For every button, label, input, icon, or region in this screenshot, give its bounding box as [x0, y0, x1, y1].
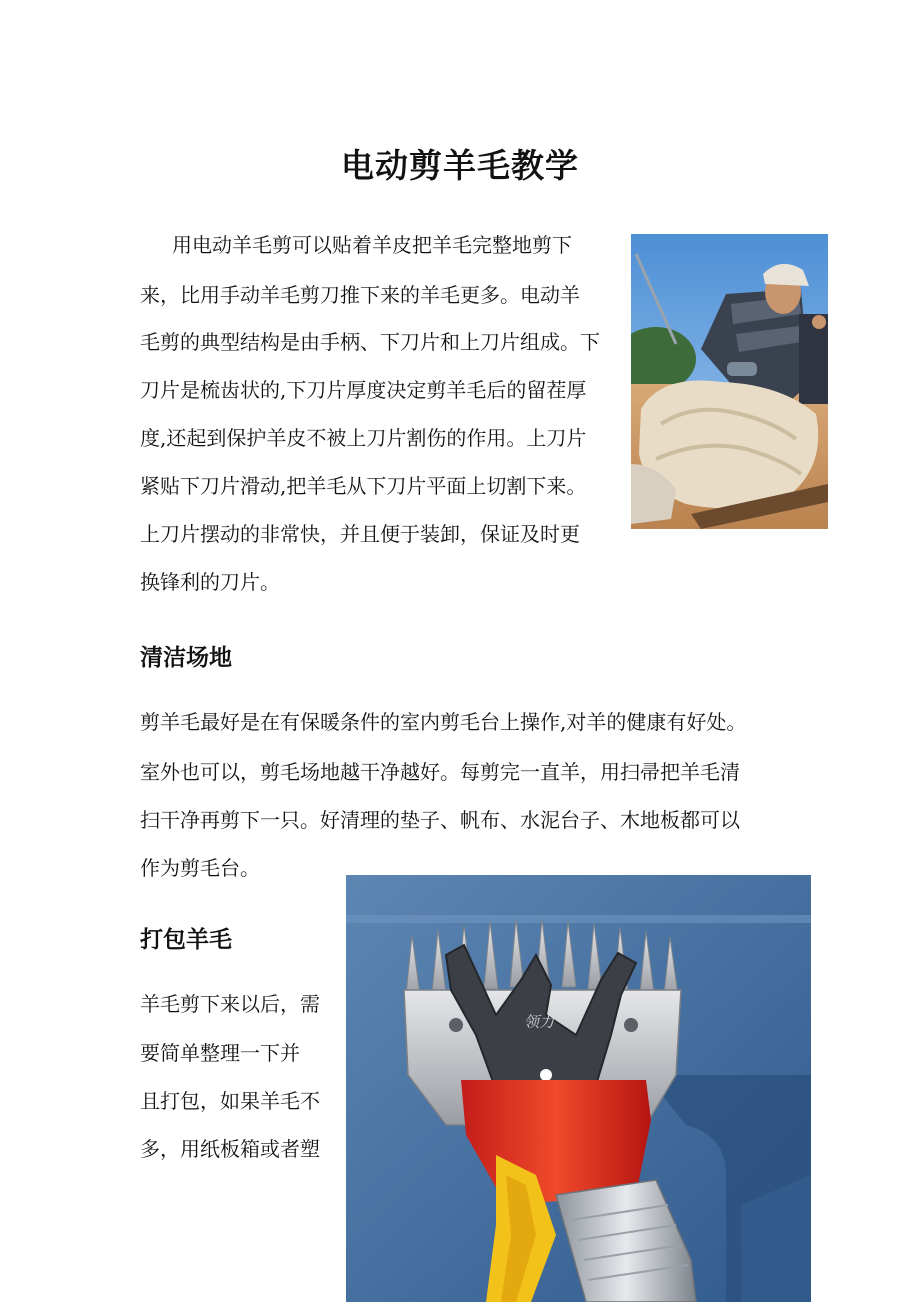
intro-line: 上刀片摆动的非常快，并且便于装卸，保证及时更	[140, 522, 580, 546]
intro-line: 紧贴下刀片滑动,把羊毛从下刀片平面上切割下来。	[140, 474, 587, 498]
section-heading: 清洁场地	[140, 645, 232, 671]
page-title: 电动剪羊毛教学	[341, 146, 579, 185]
section-line: 作为剪毛台。	[140, 856, 260, 880]
section-line: 扫干净再剪下一只。好清理的垫子、帆布、水泥台子、木地板都可以	[140, 808, 740, 832]
section-heading: 打包羊毛	[140, 927, 232, 953]
section-line: 室外也可以，剪毛场地越干净越好。每剪完一直羊，用扫帚把羊毛清	[140, 760, 740, 784]
section-line: 多，用纸板箱或者塑	[140, 1137, 320, 1161]
section-line: 羊毛剪下来以后，需	[140, 992, 320, 1016]
intro-line: 用电动羊毛剪可以贴着羊皮把羊毛完整地剪下	[172, 233, 572, 257]
intro-line: 毛剪的典型结构是由手柄、下刀片和上刀片组成。下	[140, 330, 600, 354]
clipper-photo	[346, 875, 811, 1302]
intro-line: 刀片是梳齿状的,下刀片厚度决定剪羊毛后的留茬厚	[140, 378, 587, 402]
intro-line: 度,还起到保护羊皮不被上刀片割伤的作用。上刀片	[140, 426, 587, 450]
section-line: 剪羊毛最好是在有保暖条件的室内剪毛台上操作,对羊的健康有好处。	[140, 710, 747, 734]
section-line: 要简单整理一下并	[140, 1041, 300, 1065]
section-line: 且打包，如果羊毛不	[140, 1089, 320, 1113]
clipper-brand-text: 领力	[524, 1013, 555, 1031]
intro-line: 来，比用手动羊毛剪刀推下来的羊毛更多。电动羊	[140, 283, 580, 307]
shearing-photo	[631, 234, 828, 529]
intro-line: 换锋利的刀片。	[140, 570, 280, 594]
